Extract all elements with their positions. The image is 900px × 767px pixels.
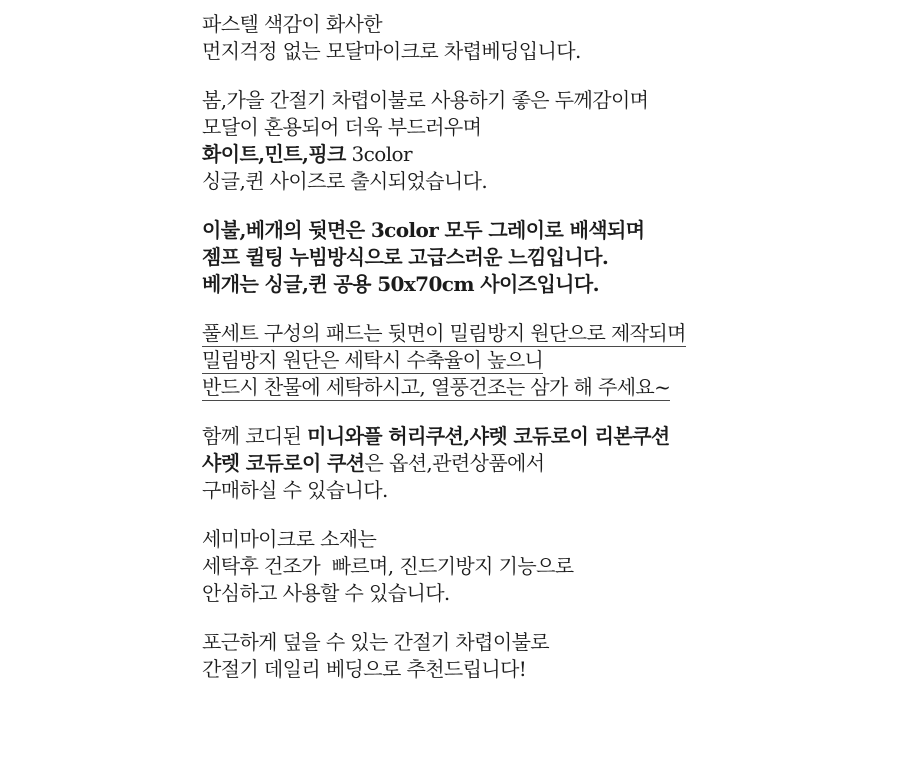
back-line-1: 이불,베개의 뒷면은 3color 모두 그레이로 배색되며 <box>202 218 645 242</box>
color-count-text: 3color <box>345 142 412 166</box>
paragraph-spacer <box>202 65 882 87</box>
product-description <box>202 11 882 683</box>
micro-line-3: 안심하고 사용할 수 있습니다. <box>202 581 450 605</box>
coordi-prefix-text: 함께 코디된 <box>202 424 308 448</box>
coordi-line-2 <box>202 450 882 477</box>
coordi-products-text: 미니와플 허리쿠션,샤렛 코듀로이 리본쿠션 <box>307 424 670 448</box>
material-paragraph <box>202 526 882 607</box>
pad-line-1 <box>202 320 882 347</box>
season-line-4: 싱글,퀸 사이즈로 출시되었습니다. <box>202 169 488 193</box>
closing-paragraph <box>202 629 882 683</box>
closing-line-1: 포근하게 덮을 수 있는 간절기 차렵이불로 <box>202 630 550 654</box>
paragraph-spacer <box>202 401 882 423</box>
pad-line-3 <box>202 374 882 401</box>
paragraph-spacer <box>202 504 882 526</box>
paragraph-spacer <box>202 195 882 217</box>
season-line-3 <box>202 141 882 168</box>
paragraph-spacer <box>202 607 882 629</box>
intro-line-1: 파스텔 색감이 화사한 <box>202 12 382 36</box>
back-side-paragraph <box>202 217 882 298</box>
pad-line-2 <box>202 347 882 374</box>
coordi-option-text: 은 옵션,관련상품에서 <box>364 451 545 475</box>
micro-line-2: 세탁후 건조가 빠르며, 진드기방지 기능으로 <box>202 554 574 578</box>
pad-notice-text-1: 풀세트 구성의 패드는 뒷면이 밀림방지 원단으로 제작되며 <box>202 321 686 345</box>
pad-notice-text-3: 반드시 찬물에 세탁하시고, 열풍건조는 삼가 해 주세요~ <box>202 375 671 399</box>
color-options-text: 화이트,민트,핑크 <box>202 142 346 166</box>
coordination-paragraph <box>202 423 882 504</box>
coordi-line-1 <box>202 423 882 450</box>
intro-paragraph <box>202 11 882 65</box>
back-line-3: 베개는 싱글,퀸 공용 50x70cm 사이즈입니다. <box>202 272 599 296</box>
back-line-2: 젬프 퀼팅 누빔방식으로 고급스러운 느낌입니다. <box>202 245 609 269</box>
paragraph-spacer <box>202 298 882 320</box>
pad-notice-text-2: 밀림방지 원단은 세탁시 수축율이 높으니 <box>202 348 544 372</box>
closing-line-2: 간절기 데일리 베딩으로 추천드립니다! <box>202 657 527 681</box>
season-line-2: 모달이 혼용되어 더욱 부드러우며 <box>202 115 482 139</box>
coordi-line-3: 구매하실 수 있습니다. <box>202 478 388 502</box>
season-paragraph <box>202 87 882 195</box>
intro-line-2: 먼지걱정 없는 모달마이크로 차렵베딩입니다. <box>202 39 581 63</box>
pad-notice-paragraph <box>202 320 882 401</box>
coordi-cushion-text: 샤렛 코듀로이 쿠션 <box>202 451 365 475</box>
micro-line-1: 세미마이크로 소재는 <box>202 527 377 551</box>
season-line-1: 봄,가을 간절기 차렵이불로 사용하기 좋은 두께감이며 <box>202 88 649 112</box>
